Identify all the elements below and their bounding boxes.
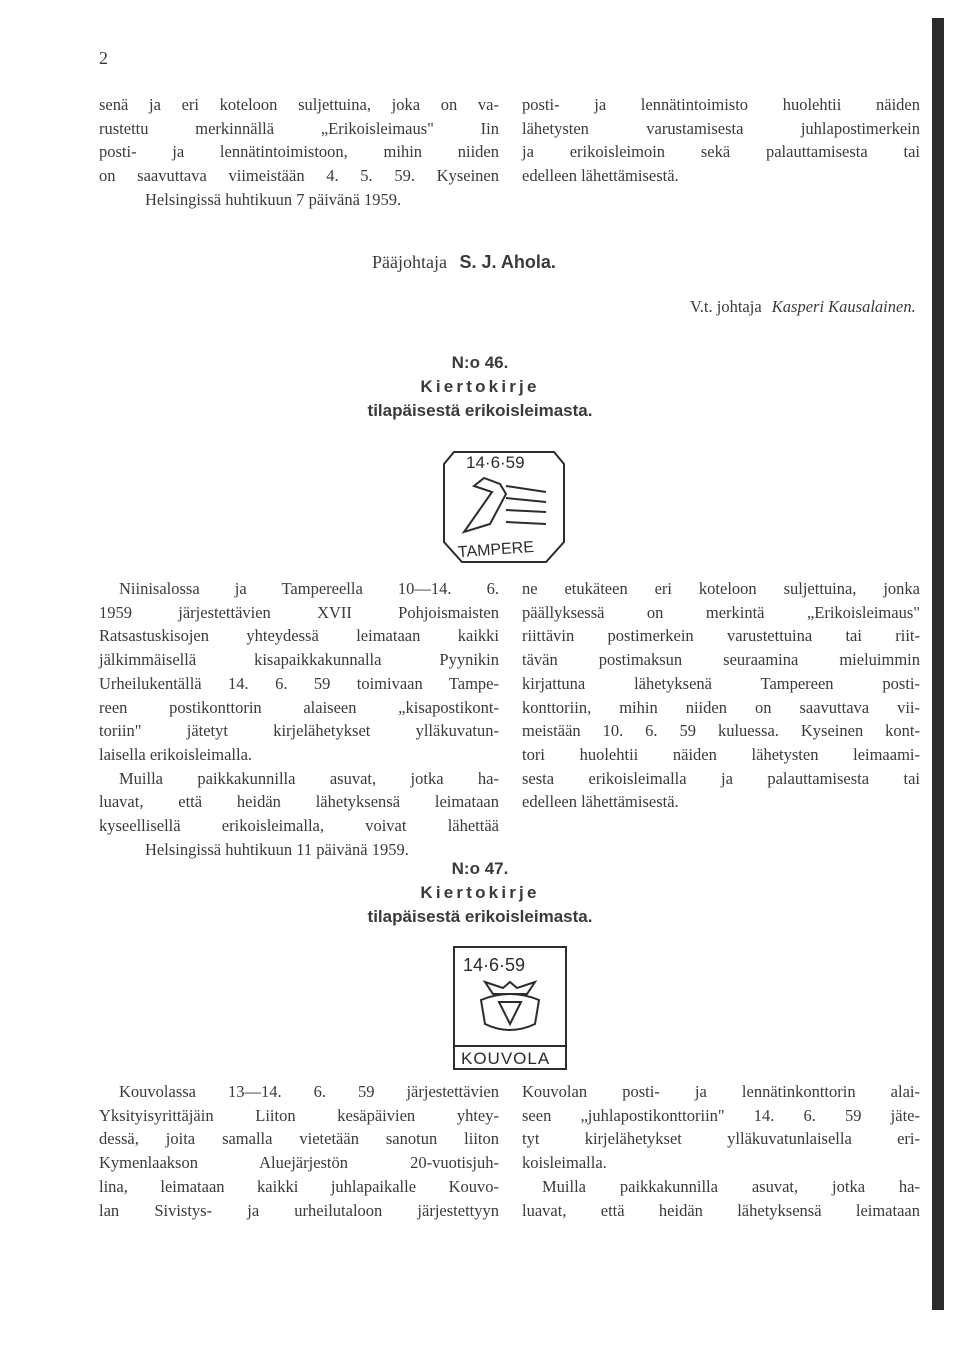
text-line: koisleimalla. bbox=[522, 1153, 607, 1173]
stamp-date: 14·6·59 bbox=[463, 955, 526, 975]
text-line: tyt kirjelähetykset ylläkuvatunlaisella eri- bbox=[522, 1129, 920, 1149]
page-edge-bar bbox=[932, 18, 944, 1310]
text-line: posti- ja lennätintoimisto huolehtii näiden bbox=[522, 95, 920, 114]
text-line: meistään 10. 6. 59 kuluessa. Kyseinen kont- bbox=[522, 721, 920, 741]
text-line: riittävin postimerkein varustettuina tai riit- bbox=[522, 626, 920, 646]
circular-46-left-column bbox=[99, 577, 499, 861]
tampere-postmark-image bbox=[434, 434, 574, 574]
vt-label: V.t. johtaja bbox=[690, 297, 762, 316]
closing-line: Helsingissä huhtikuun 11 päivänä 1959. bbox=[145, 839, 409, 859]
text-line: posti- ja lennätintoimistoon, mihin niiden bbox=[99, 142, 499, 162]
text-line: reen postikonttorin alaiseen „kisapostikont- bbox=[99, 697, 499, 717]
text-line: edelleen lähettämisestä. bbox=[522, 166, 679, 186]
text-line: Niinisalossa ja Tampereella 10—14. 6. bbox=[119, 579, 499, 598]
stamp-city: KOUVOLA bbox=[461, 1049, 551, 1068]
vt-signature bbox=[690, 297, 916, 317]
text-line: Helsingissä huhtikuun 7 päivänä 1959. bbox=[145, 189, 402, 209]
top-left-column bbox=[99, 93, 499, 212]
text-line: edelleen lähettämisestä. bbox=[522, 792, 679, 812]
signature-line bbox=[372, 252, 556, 273]
text-line: Kouvolassa 13—14. 6. 59 järjestettävien bbox=[119, 1082, 499, 1101]
circular-number: N:o 47. bbox=[451, 859, 509, 878]
text-line: ne etukäteen eri koteloon suljettuina, jonka bbox=[522, 579, 920, 598]
text-line: ja erikoisleimoin sekä palauttamisesta tai bbox=[522, 142, 920, 162]
text-line: kyseellisellä erikoisleimalla, voivat lähettää bbox=[99, 816, 499, 836]
text-line: Yksityisyrittäjäin Liiton kesäpäivien yhtey- bbox=[99, 1105, 499, 1125]
text-line: rustettu merkinnällä „Erikoisleimaus" Iin bbox=[99, 118, 499, 138]
text-line: on saavuttava viimeistään 4. 5. 59. Kyseinen bbox=[99, 166, 499, 186]
text-line: luavat, että heidän lähetyksensä leimataan bbox=[99, 792, 499, 812]
text-line: laisella erikoisleimalla. bbox=[99, 744, 253, 764]
circular-number: N:o 46. bbox=[451, 353, 509, 372]
text-line: Muilla paikkakunnilla asuvat, jotka ha- bbox=[542, 1176, 920, 1196]
text-line: konttoriin, mihin niiden on saavuttava vii- bbox=[522, 697, 920, 717]
text-line: dessä, joita samalla vietetään sanotun liiton bbox=[99, 1129, 499, 1149]
circular-47-right-column bbox=[522, 1080, 920, 1222]
vt-name: Kasperi Kausalainen. bbox=[771, 297, 916, 316]
text-line: tori huolehtii näiden lähetysten leimaami- bbox=[522, 744, 920, 764]
text-line: sesta erikoisleimalla ja palauttamisesta tai bbox=[522, 768, 920, 788]
text-line: Ratsastuskisojen yhteydessä leimataan kaikki bbox=[99, 626, 499, 646]
text-line: päällyksessä on merkintä „Erikoisleimaus" bbox=[522, 602, 920, 622]
text-line: 1959 järjestettävien XVII Pohjoismaisten bbox=[99, 602, 499, 622]
text-line: Kymenlaakson Aluejärjestön 20-vuotisjuh- bbox=[99, 1153, 499, 1173]
circular-heading: Kiertokirje bbox=[420, 377, 540, 396]
text-line: senä ja eri koteloon suljettuina, joka on va- bbox=[99, 95, 499, 114]
circular-subheading: tilapäisestä erikoisleimasta. bbox=[367, 401, 593, 420]
page-number: 2 bbox=[99, 48, 108, 68]
text-line: seen „juhlapostikonttoriin" 14. 6. 59 jäte- bbox=[522, 1105, 920, 1125]
circular-heading: Kiertokirje bbox=[420, 883, 540, 902]
circular-46-header bbox=[300, 353, 660, 421]
signature-label: Pääjohtaja bbox=[372, 252, 447, 272]
text-line: Urheilukentällä 14. 6. 59 toimivaan Tampe- bbox=[99, 673, 499, 693]
circular-47-left-column bbox=[99, 1080, 499, 1222]
stamp-city: TAMPERE bbox=[457, 538, 535, 562]
text-line: lähetysten varustamisesta juhlapostimerkein bbox=[522, 118, 920, 138]
text-line: Kouvolan posti- ja lennätinkonttorin alai- bbox=[522, 1082, 920, 1101]
text-line: luavat, että heidän lähetyksensä leimataan bbox=[522, 1200, 920, 1220]
text-line: lina, leimataan kaikki juhlapaikalle Kouvo- bbox=[99, 1176, 499, 1196]
top-right-column bbox=[522, 93, 920, 188]
kouvola-postmark-image bbox=[451, 944, 571, 1074]
text-line: jälkimmäisellä kisapaikkakunnalla Pyynikin bbox=[99, 650, 499, 670]
text-line: tävän postimaksun seuraamina mieluimmin bbox=[522, 650, 920, 670]
text-line: Muilla paikkakunnilla asuvat, jotka ha- bbox=[119, 768, 499, 788]
signature-name: S. J. Ahola. bbox=[459, 252, 556, 272]
text-line: kirjattuna lähetyksenä Tampereen posti- bbox=[522, 673, 920, 693]
circular-46-right-column bbox=[522, 577, 920, 814]
stamp-date: 14·6·59 bbox=[466, 453, 525, 472]
circular-subheading: tilapäisestä erikoisleimasta. bbox=[367, 907, 593, 926]
text-line: toriin" jätetyt kirjelähetykset ylläkuvatun- bbox=[99, 721, 499, 741]
text-line: lan Sivistys- ja urheilutaloon järjestettyyn bbox=[99, 1200, 499, 1220]
circular-47-header bbox=[300, 859, 660, 927]
